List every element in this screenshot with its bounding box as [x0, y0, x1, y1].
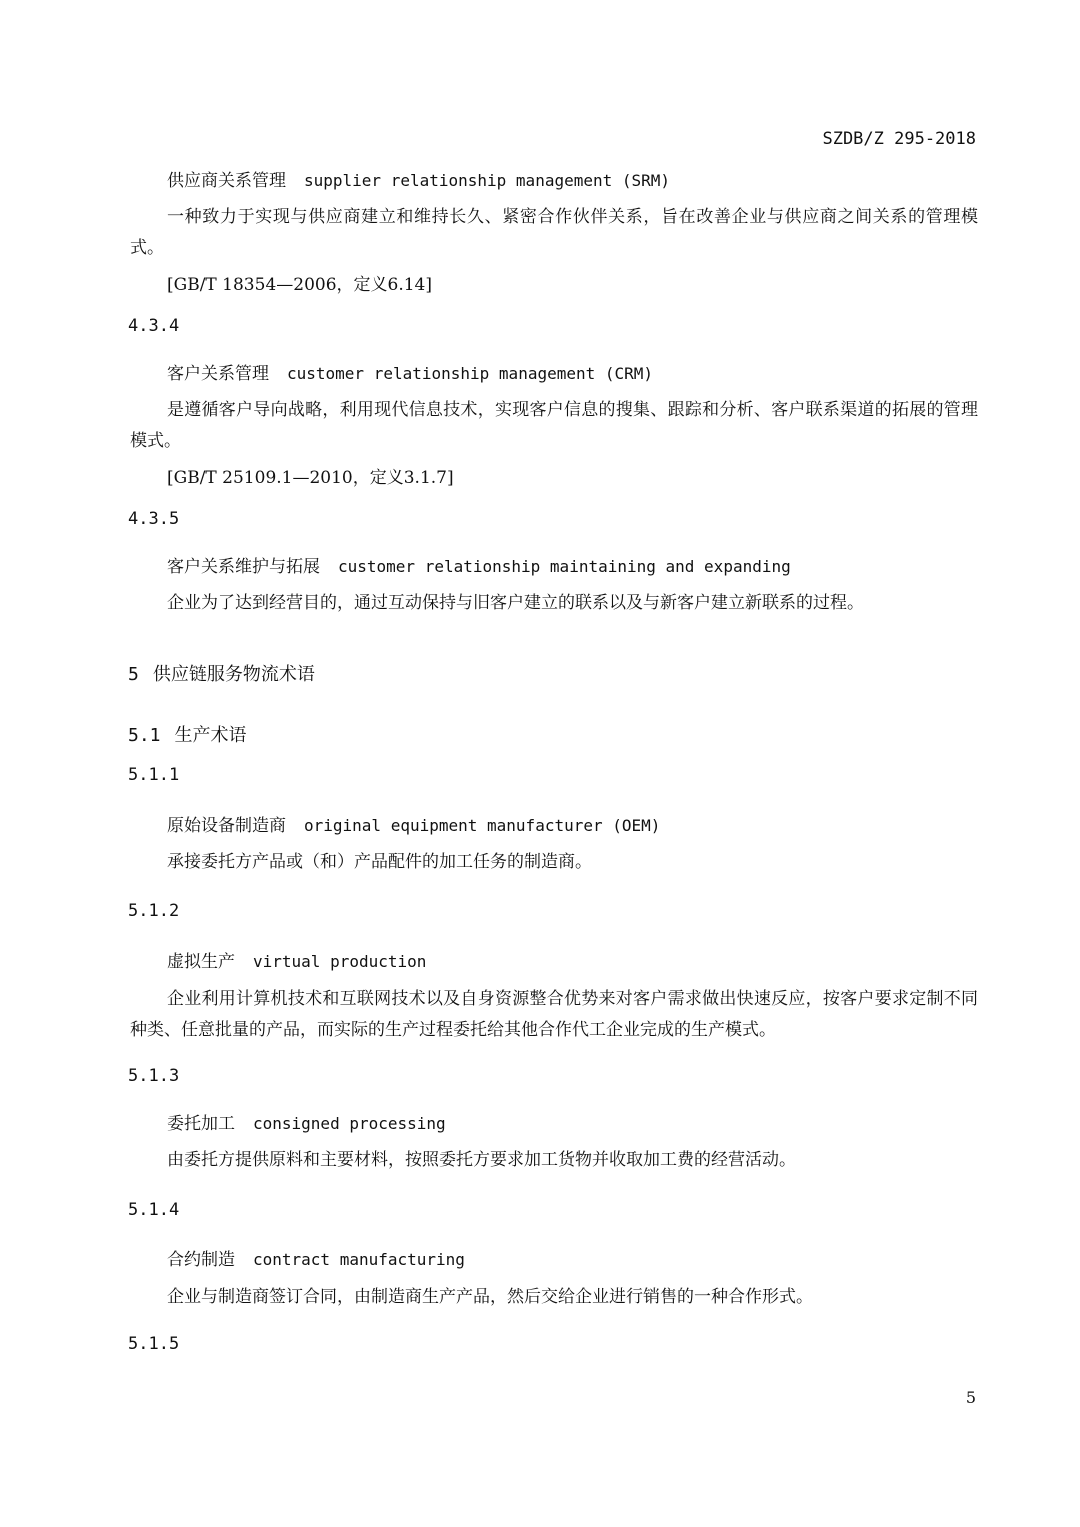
term-oem	[167, 811, 660, 836]
definition-contract-manufacturing: 企业与制造商签订合同，由制造商生产产品，然后交给企业进行销售的一种合作形式。	[167, 1287, 813, 1307]
term-zh: 合约制造	[167, 1250, 235, 1270]
term-srm	[167, 166, 670, 191]
section-number: 5	[128, 664, 139, 685]
term-zh: 客户关系管理	[167, 364, 269, 384]
section-number: 5.1	[128, 725, 161, 746]
term-en: customer relationship management (CRM)	[287, 364, 654, 383]
term-zh: 原始设备制造商	[167, 816, 286, 836]
section-title: 供应链服务物流术语	[152, 664, 315, 685]
term-virtual-production	[167, 947, 426, 972]
term-en: contract manufacturing	[253, 1250, 465, 1269]
section-heading-5	[128, 660, 315, 686]
term-zh: 委托加工	[167, 1114, 235, 1134]
term-zh: 虚拟生产	[167, 952, 235, 972]
term-en: virtual production	[253, 952, 427, 971]
clause-number-5-1-1: 5.1.1	[128, 765, 180, 785]
definition-srm: 一种致力于实现与供应商建立和维持长久、紧密合作伙伴关系，旨在改善企业与供应商之间关系的管理模式。	[130, 207, 978, 258]
clause-number-5-1-4: 5.1.4	[128, 1200, 180, 1220]
source-crm: [GB/T 25109.1—2010，定义3.1.7]	[167, 468, 454, 488]
definition-crm: 是遵循客户导向战略，利用现代信息技术，实现客户信息的搜集、跟踪和分析、客户联系渠道的拓展的管理模式。	[130, 400, 978, 451]
term-zh: 客户关系维护与拓展	[167, 557, 320, 577]
term-consigned-processing	[167, 1109, 446, 1134]
source-srm: [GB/T 18354—2006，定义6.14]	[167, 275, 433, 295]
term-en: consigned processing	[253, 1114, 446, 1133]
clause-number-5-1-3: 5.1.3	[128, 1066, 180, 1086]
page-number: 5	[965, 1388, 976, 1407]
term-crm	[167, 359, 653, 384]
clause-number-4-3-4: 4.3.4	[128, 316, 180, 336]
term-en: supplier relationship management (SRM)	[304, 171, 671, 190]
clause-number-4-3-5: 4.3.5	[128, 509, 180, 529]
clause-number-5-1-5: 5.1.5	[128, 1334, 180, 1354]
definition-virtual-production: 企业利用计算机技术和互联网技术以及自身资源整合优势来对客户需求做出快速反应，按客户要求定制不同种类、任意批量的产品，而实际的生产过程委托给其他合作代工企业完成的生产模式。	[130, 989, 978, 1040]
clause-number-5-1-2: 5.1.2	[128, 901, 180, 921]
section-title: 生产术语	[174, 725, 247, 746]
definition-consigned-processing: 由委托方提供原料和主要材料，按照委托方要求加工货物并收取加工费的经营活动。	[167, 1150, 796, 1170]
term-en: customer relationship maintaining and expanding	[338, 557, 791, 576]
standard-code: SZDB/Z 295-2018	[822, 129, 976, 149]
term-customer-maintaining	[167, 552, 791, 577]
section-heading-5-1	[128, 721, 247, 747]
term-en: original equipment manufacturer (OEM)	[304, 816, 661, 835]
term-zh: 供应商关系管理	[167, 171, 286, 191]
definition-oem: 承接委托方产品或（和）产品配件的加工任务的制造商。	[167, 852, 592, 872]
term-contract-manufacturing	[167, 1245, 465, 1270]
definition-customer-maintaining: 企业为了达到经营目的，通过互动保持与旧客户建立的联系以及与新客户建立新联系的过程。	[167, 593, 864, 613]
